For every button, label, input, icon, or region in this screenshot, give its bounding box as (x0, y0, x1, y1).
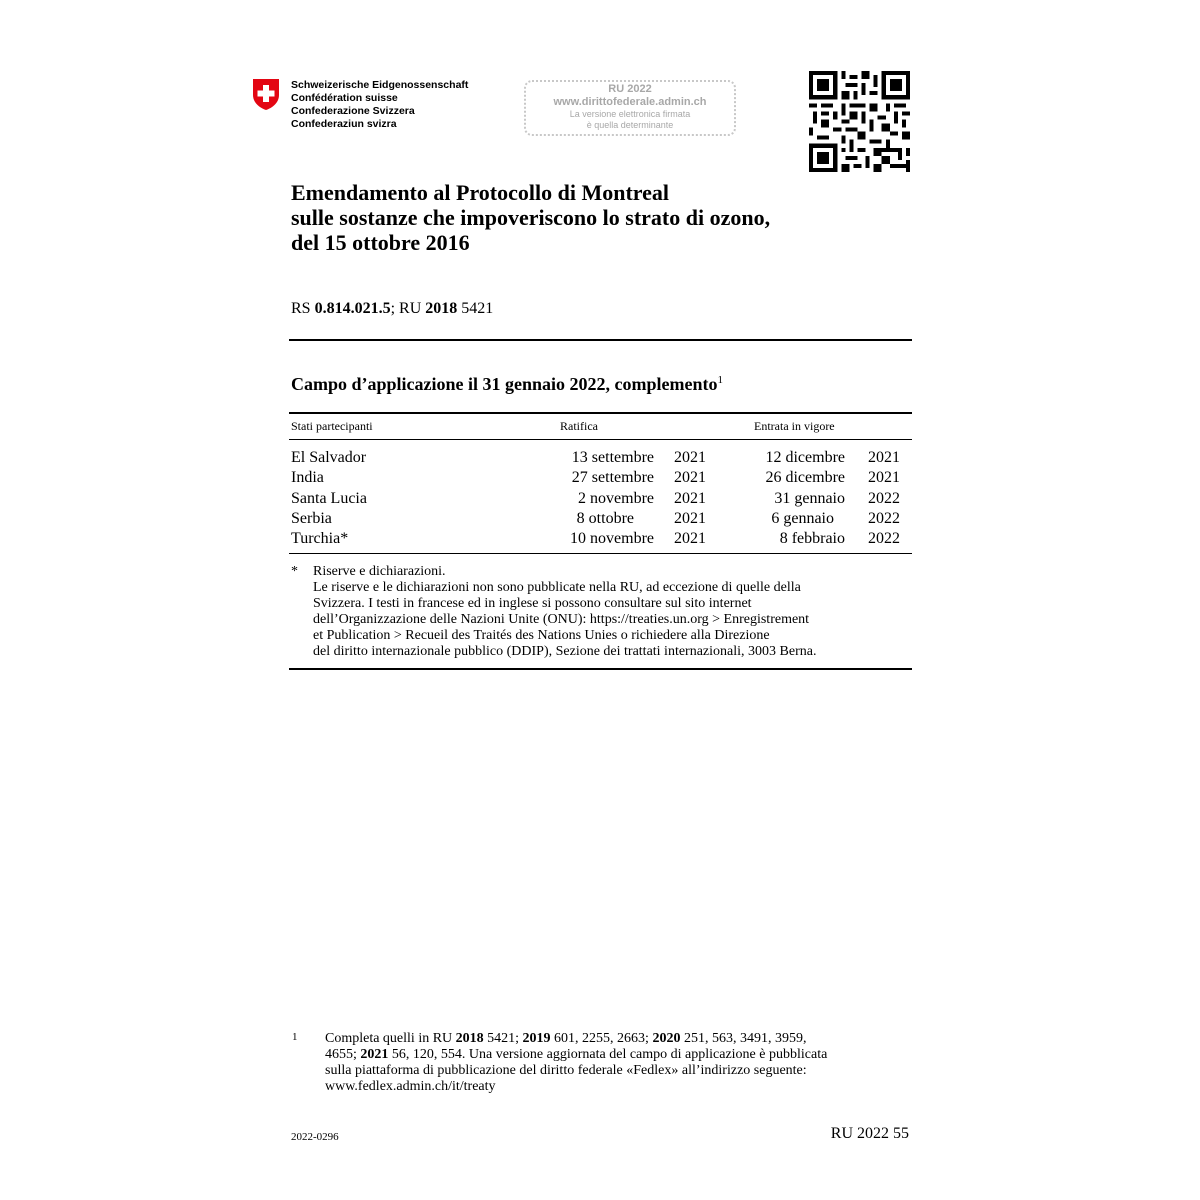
cell-entry-year: 2021 (868, 469, 900, 486)
cell-ratification-year: 2021 (674, 490, 706, 507)
divider (289, 339, 912, 341)
cell-ratification-year: 2021 (674, 449, 706, 466)
note-line: et Publication > Recueil des Traités des Nations Unies o richiedere alla Direzione (313, 628, 770, 643)
table-rule-header (289, 439, 912, 440)
fn-year: 2020 (652, 1031, 681, 1046)
cell-state: Santa Lucia (291, 490, 367, 507)
note-line: Le riserve e le dichiarazioni non sono pubblicate nella RU, ad eccezione di quelle della (313, 580, 801, 595)
column-header-state: Stati partecipanti (291, 419, 373, 433)
note-line: dell’Organizzazione delle Nazioni Unite (ONU): https://treaties.un.org > Enregistrement (313, 612, 810, 627)
section-title-text: Campo d’applicazione il 31 gennaio 2022, complemento (291, 374, 718, 394)
cell-entry-date: 26 dicembre (765, 469, 845, 486)
fn-year: 2021 (360, 1047, 389, 1062)
note-line: Riserve e dichiarazioni. (313, 564, 446, 579)
ru-page: 5421 (457, 300, 494, 317)
confederation-name-fr: Confédération suisse (291, 92, 398, 104)
fn-part: 601, 2255, 2663; (550, 1031, 653, 1046)
footnote-ref[interactable]: 1 (717, 374, 723, 386)
cell-state: Turchia* (291, 530, 349, 547)
cell-entry-date: 31 gennaio (774, 490, 845, 507)
fn-part: 251, 563, 3491, 3959, (680, 1031, 807, 1046)
column-header-ratification: Ratifica (560, 419, 598, 433)
cell-state: India (291, 469, 324, 486)
cell-entry-date: 6 gennaio (771, 510, 834, 527)
document-id: 2022-0296 (291, 1131, 339, 1143)
footnote-line-2 (325, 1047, 910, 1063)
footnote-text (325, 1031, 910, 1095)
confederation-name-it: Confederazione Svizzera (291, 105, 415, 117)
table-row (0, 529, 1200, 549)
footnote-line-3: sulla piattaforma di pubblicazione del diritto federale «Fedlex» all’indirizzo seguente: (325, 1063, 807, 1078)
table-row (0, 468, 1200, 488)
table-note (313, 564, 903, 660)
rs-reference (291, 300, 493, 318)
table-row (0, 509, 1200, 529)
rs-prefix: RS (291, 300, 315, 317)
cell-entry-year: 2022 (868, 530, 900, 547)
fn-year: 2019 (522, 1031, 551, 1046)
section-title (291, 374, 723, 395)
rs-number: 0.814.021.5 (314, 300, 391, 317)
note-line: del diritto internazionale pubblico (DDIP), Sezione dei trattati internazionali, 3003 Berna. (313, 644, 817, 659)
fn-part: 56, 120, 554. Una versione aggiornata del campo di applicazione è pubblicata (388, 1047, 828, 1062)
table-rule-bottom (289, 553, 912, 554)
note-rule (289, 668, 912, 670)
fn-part: 4655; (325, 1047, 361, 1062)
fn-part: Completa quelli in RU (325, 1031, 456, 1046)
cell-state: El Salvador (291, 449, 367, 466)
swiss-cross-icon (251, 78, 281, 111)
stamp-note-2: è quella determinante (586, 120, 674, 130)
cell-entry-date: 12 dicembre (765, 449, 845, 466)
cell-ratification-year: 2021 (674, 510, 706, 527)
fn-year: 2018 (455, 1031, 484, 1046)
footnote-line-1 (325, 1031, 910, 1047)
column-header-entry: Entrata in vigore (754, 419, 835, 433)
stamp-ru: RU 2022 (608, 83, 652, 95)
cell-ratification-date: 2 novembre (578, 490, 654, 507)
cell-entry-date: 8 febbraio (779, 530, 845, 547)
stamp-note-1: La versione elettronica firmata (569, 109, 691, 119)
page-reference: RU 2022 55 (830, 1125, 909, 1142)
title-line-3: del 15 ottobre 2016 (291, 230, 470, 255)
cell-entry-year: 2022 (868, 510, 900, 527)
note-marker: * (291, 564, 298, 579)
cell-entry-year: 2021 (868, 449, 900, 466)
confederation-names (291, 79, 468, 131)
table-row (0, 448, 1200, 468)
cell-ratification-date: 13 settembre (571, 449, 654, 466)
footnote-number: 1 (292, 1031, 298, 1043)
qr-code-icon (809, 71, 910, 172)
confederation-name-rm: Confederaziun svizra (291, 118, 397, 130)
cell-state: Serbia (291, 510, 332, 527)
ru-year: 2018 (425, 300, 458, 317)
confederation-name-de: Schweizerische Eidgenossenschaft (291, 79, 469, 91)
cell-entry-year: 2022 (868, 490, 900, 507)
stamp-url[interactable]: www.dirittofederale.admin.ch (553, 96, 707, 108)
title-line-1: Emendamento al Protocollo di Montreal (291, 180, 670, 205)
cell-ratification-date: 10 novembre (570, 530, 654, 547)
signature-stamp (524, 80, 736, 136)
document-title (291, 180, 770, 255)
table-rule-top (289, 412, 912, 414)
fn-part: 5421; (483, 1031, 523, 1046)
cell-ratification-year: 2021 (674, 530, 706, 547)
note-line: Svizzera. I testi in francese ed in inglese si possono consultare sul sito internet (313, 596, 752, 611)
cell-ratification-year: 2021 (674, 469, 706, 486)
title-line-2: sulle sostanze che impoveriscono lo strato di ozono, (291, 205, 771, 230)
cell-ratification-date: 27 settembre (571, 469, 654, 486)
footnote-link[interactable]: www.fedlex.admin.ch/it/treaty (325, 1079, 496, 1094)
cell-ratification-date: 8 ottobre (576, 510, 634, 527)
table-row (0, 489, 1200, 509)
rs-sep: ; RU (390, 300, 426, 317)
